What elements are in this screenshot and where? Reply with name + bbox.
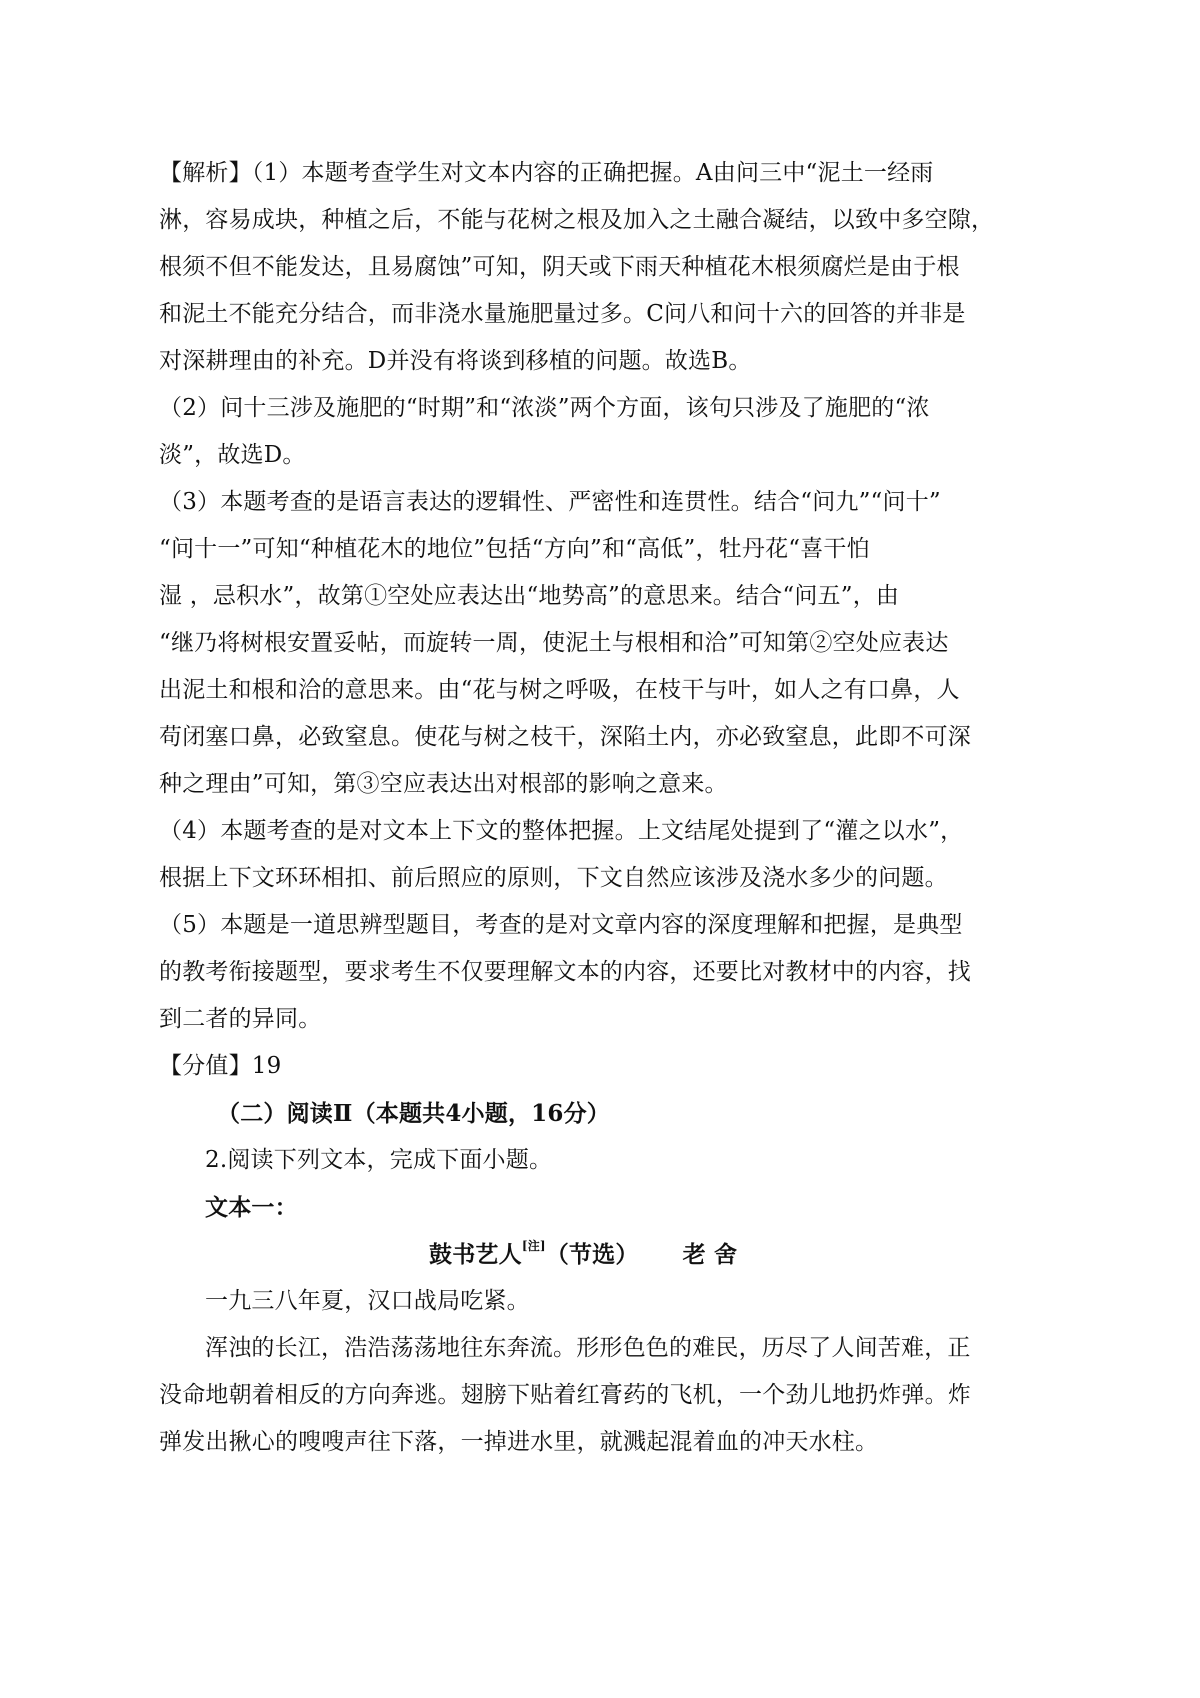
analysis-line: （2）问十三涉及施肥的“时期”和“浓淡”两个方面，该句只涉及了施肥的“浓 xyxy=(159,395,930,421)
article-title-line xyxy=(159,1231,1039,1278)
article-author: 老 舍 xyxy=(682,1241,738,1268)
article-body xyxy=(159,1278,1039,1466)
section-instruction: 2.阅读下列文本，完成下面小题。 xyxy=(205,1147,553,1173)
article-subtitle: （节选） xyxy=(545,1241,639,1268)
analysis-line: 的教考衔接题型，要求考生不仅要理解文本的内容，还要比对教材中的内容，找 xyxy=(159,959,971,985)
analysis-line: 苟闭塞口鼻，必致窒息。使花与树之枝干，深陷土内，亦必致窒息，此即不可深 xyxy=(159,724,971,750)
footnote-mark[interactable]: [注] xyxy=(521,1239,546,1253)
article-title: 鼓书艺人 xyxy=(429,1241,522,1268)
article-paragraph-line: 没命地朝着相反的方向奔逃。翅膀下贴着红膏药的飞机，一个劲儿地扔炸弹。炸 xyxy=(159,1382,971,1408)
analysis-line: （5）本题是一道思辨型题目，考查的是对文章内容的深度理解和把握，是典型 xyxy=(159,912,963,938)
analysis-line: 根须不但不能发达，且易腐蚀”可知，阴天或下雨天种植花木根须腐烂是由于根 xyxy=(159,254,960,280)
page-content xyxy=(159,150,1039,1466)
analysis-line: （3）本题考查的是语言表达的逻辑性、严密性和连贯性。结合“问九”“问十” xyxy=(159,489,941,515)
analysis-line: “问十一”可知“种植花木的地位”包括“方向”和“高低”，牡丹花“喜干怕 xyxy=(159,536,870,562)
analysis-line: 对深耕理由的补充。D并没有将谈到移植的问题。故选B。 xyxy=(159,348,752,374)
analysis-line: 【解析】（1）本题考查学生对文本内容的正确把握。A由问三中“泥土一经雨 xyxy=(159,160,934,186)
analysis-line: 湿 ，忌积水”，故第①空处应表达出“地势高”的意思来。结合“问五”，由 xyxy=(159,583,900,609)
analysis-line: 淋，容易成块，种植之后，不能与花树之根及加入之土融合凝结，以致中多空隙， xyxy=(159,207,995,233)
analysis-line: 根据上下文环环相扣、前后照应的原则，下文自然应该涉及浇水多少的问题。 xyxy=(159,865,948,891)
article-paragraph-line: 浑浊的长江，浩浩荡荡地往东奔流。形形色色的难民，历尽了人间苦难，正 xyxy=(205,1335,971,1361)
analysis-line: 和泥土不能充分结合，而非浇水量施肥量过多。C问八和问十六的回答的并非是 xyxy=(159,301,966,327)
section-heading: （二）阅读Ⅱ（本题共4小题，16分） xyxy=(217,1100,610,1127)
analysis-line: 出泥土和根和洽的意思来。由“花与树之呼吸，在枝干与叶，如人之有口鼻，人 xyxy=(159,677,960,703)
analysis-line: 淡”，故选D。 xyxy=(159,442,306,468)
score-line: 【分值】19 xyxy=(159,1053,282,1079)
text-label: 文本一： xyxy=(205,1194,298,1221)
reading-section xyxy=(159,1090,1039,1466)
analysis-line: （4）本题考查的是对文本上下文的整体把握。上文结尾处提到了“灌之以水”， xyxy=(159,818,964,844)
article-paragraph-line: 一九三八年夏，汉口战局吃紧。 xyxy=(205,1288,530,1314)
article-paragraph-line: 弹发出揪心的嗖嗖声往下落，一掉进水里，就溅起混着血的冲天水柱。 xyxy=(159,1429,879,1455)
analysis-line: 到二者的异同。 xyxy=(159,1006,322,1032)
analysis-line: “继乃将树根安置妥帖，而旋转一周，使泥土与根相和洽”可知第②空处应表达 xyxy=(159,630,949,656)
analysis-line: 种之理由”可知，第③空应表达出对根部的影响之意来。 xyxy=(159,771,728,797)
analysis-section xyxy=(159,150,1039,1090)
